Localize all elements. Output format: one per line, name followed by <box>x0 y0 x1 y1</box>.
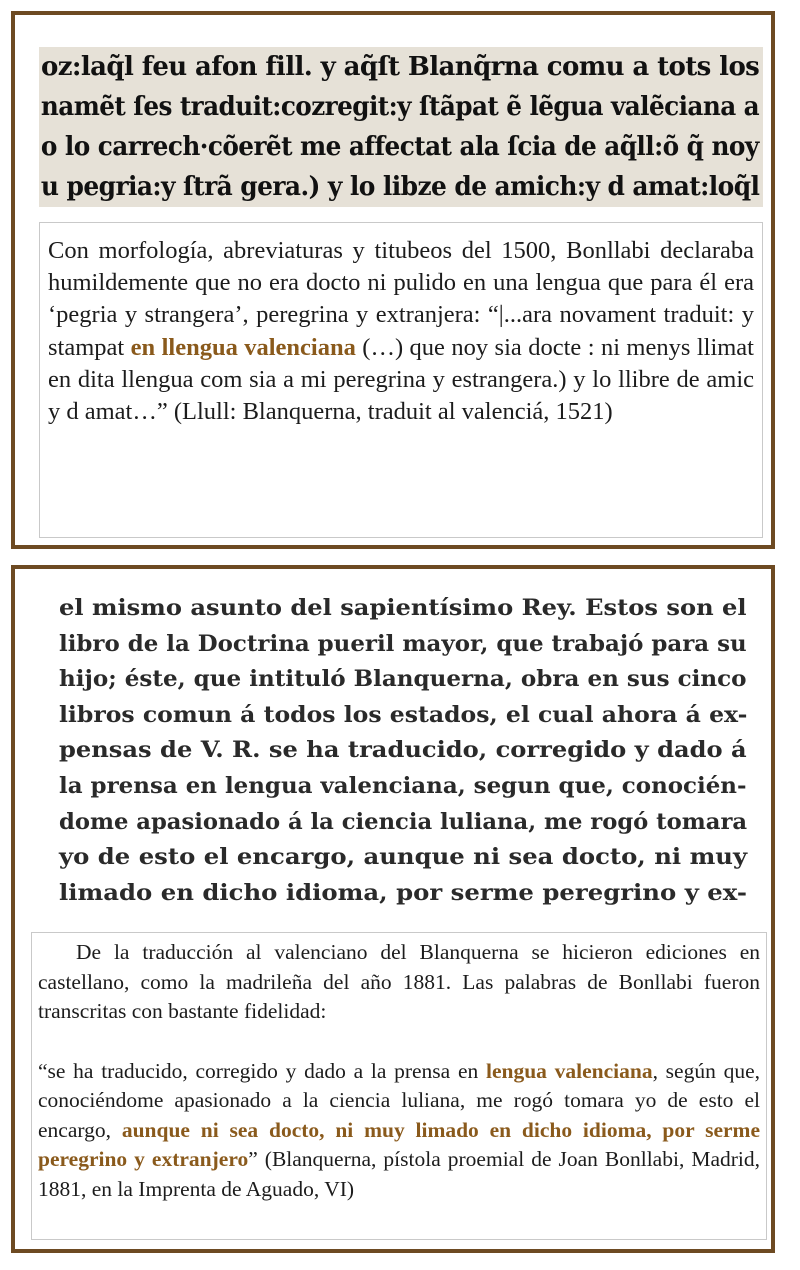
scan-line: yo de esto el encargo, aunque ni sea docto, ni muy <box>59 844 748 871</box>
commentary-intro: De la traducción al valenciano del Blanquerna se hicieron ediciones en castellano, como la madrileña del año 1881. Las palabras de Bonllabi fueron transcritas con bastante fidelidad: <box>38 940 760 1023</box>
quote-text: “se ha traducido, corregido y dado a la prensa en <box>38 1058 486 1083</box>
bottom-panel <box>11 565 775 1253</box>
highlight-docto: aunque ni sea docto, ni muy limado en dicho idioma, por serme peregrino y extranjero <box>38 1117 760 1171</box>
scan-line: el mismo asunto del sapientísimo Rey. Estos son el <box>59 595 747 621</box>
print-scan-1881 <box>59 591 749 921</box>
gothic-line: oz:laq̃l feu afon fill. y aq̃ſt Blanq̃rna comu a tots los <box>41 52 760 82</box>
gothic-line: namẽt ſes traduit:cozregit:y ſtãpat ẽ lẽgua valẽciana a <box>40 92 760 122</box>
scan-line: la prensa en lengua valenciana, segun que, conocién- <box>59 772 747 799</box>
scan-line: libros comun á todos los estados, el cual ahora á ex- <box>59 701 748 728</box>
commentary-1521 <box>39 222 763 538</box>
top-panel <box>11 11 775 549</box>
highlight-llengua-valenciana: en llengua valenciana <box>130 333 356 361</box>
gothic-line: o lo carrech·cõerẽt me affectat ala ſcia de aq̃ll:õ q̃ noy <box>40 132 759 162</box>
quote-text: ” (Blanquerna, pístola proemial de Joan Bonllabi, Madrid, 1881, en la Imprenta de Aguado, VI) <box>38 1147 760 1201</box>
commentary-quote <box>38 1057 760 1205</box>
scan-line: dome apasionado á la ciencia luliana, me rogó tomara <box>59 808 748 835</box>
highlight-lengua-valenciana: lengua valenciana <box>485 1058 653 1083</box>
scan-line: hijo; éste, que intituló Blanquerna, obra en sus cinco <box>59 666 747 693</box>
commentary-text: (…) que noy sia docte : ni menys llimat en dita llengua com sia a mi peregrina y estrangera.) y lo llibre de amic y d amat…” (Llull: Blanquerna, traduit al valenciá, 1521) <box>48 333 754 426</box>
scan-line: pensas de V. R. se ha traducido, corregido y dado á <box>59 737 747 764</box>
commentary-text: Con morfología, abreviaturas y titubeos del 1500, Bonllabi declaraba humildemente que no era docto ni pulido en una lengua que para él era ‘pegria y strangera’, peregrina y extranjera: “|...ara novament traduit: y stampat <box>48 237 754 361</box>
quote-text: , según que, conociéndome apasionado a la ciencia luliana, me rogó tomara yo de esto el encargo, <box>38 1058 760 1142</box>
scan-line: limado en dicho idioma, por serme peregrino y ex- <box>59 879 747 906</box>
gothic-print-excerpt <box>39 47 763 207</box>
commentary-1881 <box>31 932 767 1240</box>
gothic-line: u pegria:y ſtrã gera.) y lo libze de amich:y d amat:loq̃l <box>40 172 760 202</box>
scan-line: libro de la Doctrina pueril mayor, que trabajó para su <box>59 630 747 657</box>
